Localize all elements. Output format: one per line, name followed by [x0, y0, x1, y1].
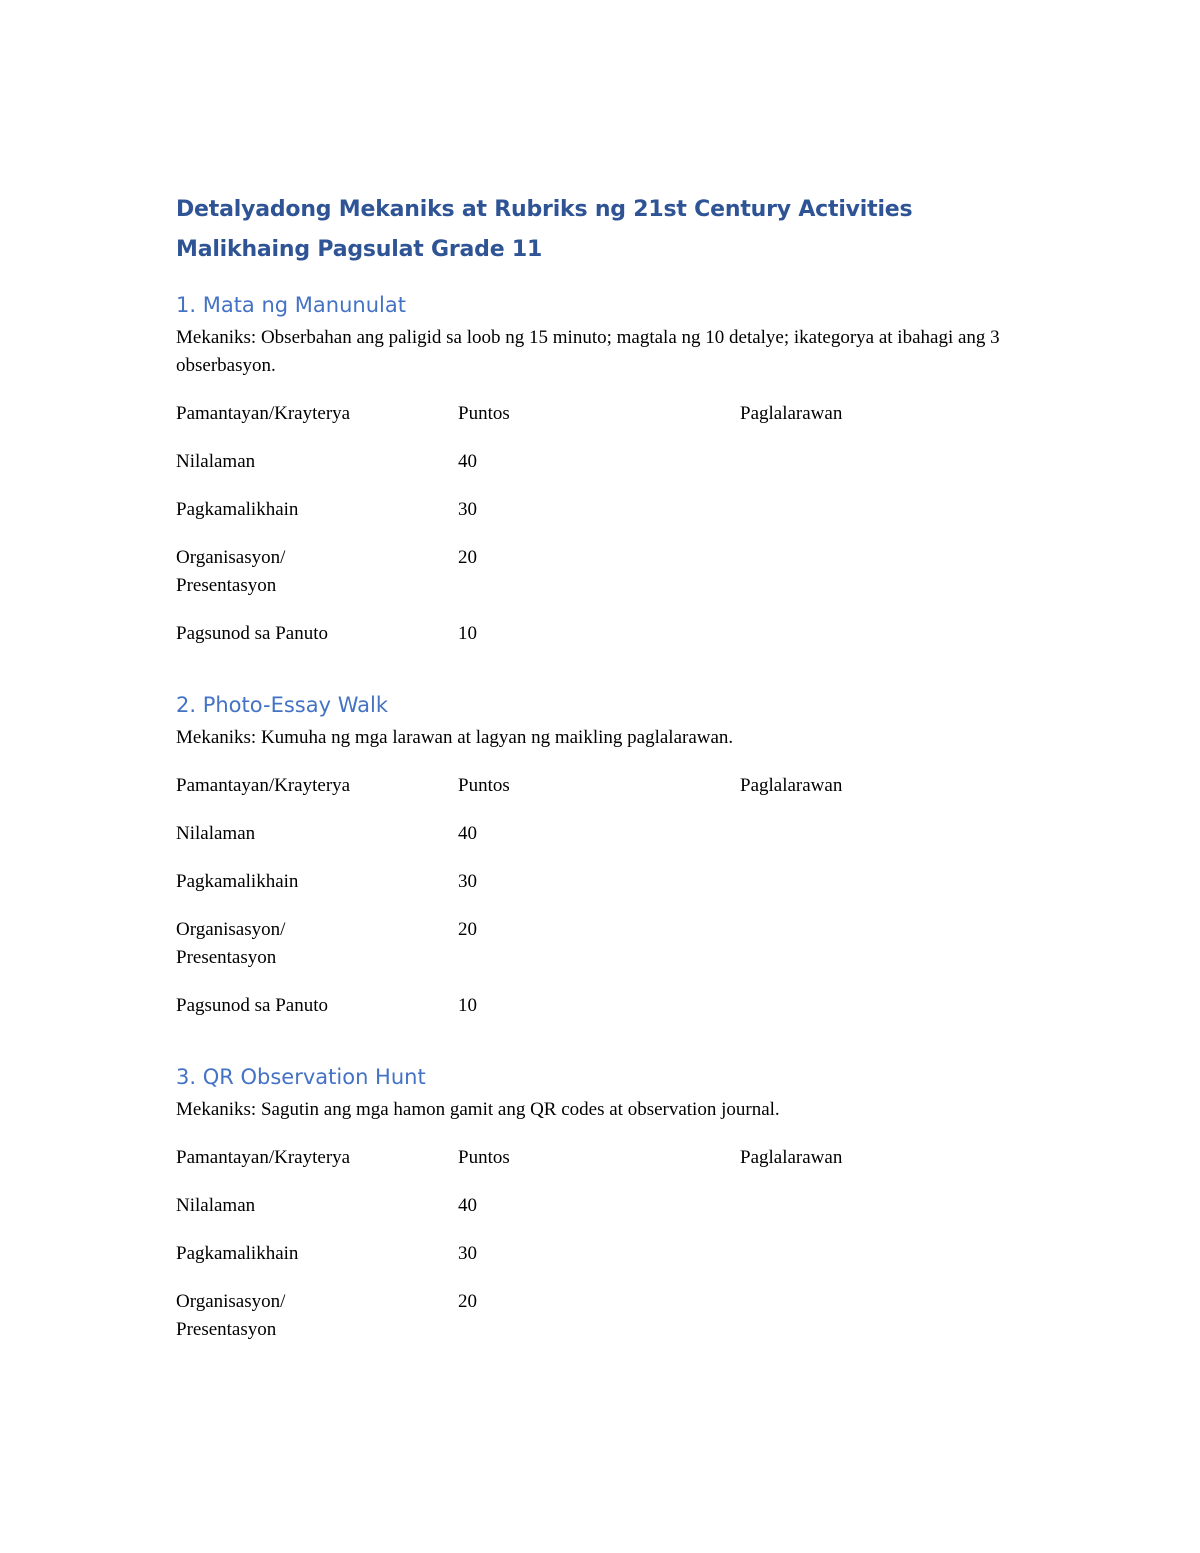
- table-row: [176, 1192, 1020, 1240]
- points-cell: 20: [458, 1291, 477, 1312]
- points-cell: 30: [458, 499, 477, 520]
- header-criteria: Pamantayan/Krayterya: [176, 1147, 351, 1168]
- description-cell: [740, 496, 1020, 544]
- description-cell: [740, 992, 1020, 1040]
- rubric-table: [176, 772, 1020, 1040]
- mekaniks-text: Mekaniks: Sagutin ang mga hamon gamit ang QR codes at observation journal.: [176, 1099, 780, 1120]
- criteria-cell: Nilalaman: [176, 1195, 256, 1216]
- criteria-cell: Pagsunod sa Panuto: [176, 995, 328, 1016]
- criteria-cell: Nilalaman: [176, 451, 256, 472]
- section-heading: 1. Mata ng Manunulat: [176, 293, 406, 317]
- header-criteria: Pamantayan/Krayterya: [176, 403, 351, 424]
- header-points: Puntos: [458, 1147, 510, 1168]
- table-row: [176, 992, 1020, 1040]
- description-cell: [740, 544, 1020, 620]
- document-title-line2: Malikhaing Pagsulat Grade 11: [176, 237, 543, 262]
- rubric-table: [176, 400, 1020, 668]
- table-header-row: [176, 772, 1020, 820]
- criteria-cell: Pagkamalikhain: [176, 499, 299, 520]
- criteria-text: Organisasyon/ Presentasyon: [176, 1291, 286, 1340]
- header-points: Puntos: [458, 403, 510, 424]
- table-row: [176, 1240, 1020, 1288]
- description-cell: [740, 868, 1020, 916]
- points-cell: 20: [458, 547, 477, 568]
- section-mata-ng-manunulat: [176, 288, 1026, 668]
- points-cell: 40: [458, 451, 477, 472]
- mekaniks-text: Mekaniks: Obserbahan ang paligid sa loob ng 15 minuto; magtala ng 10 detalye; ikategorya at ibahagi ang 3 obserbasyon.: [176, 327, 1000, 376]
- header-points: Puntos: [458, 775, 510, 796]
- criteria-cell: Pagkamalikhain: [176, 1243, 299, 1264]
- points-cell: 10: [458, 623, 477, 644]
- table-row: [176, 620, 1020, 668]
- description-cell: [740, 820, 1020, 868]
- criteria-text: Organisasyon/ Presentasyon: [176, 547, 286, 596]
- section-heading: 2. Photo-Essay Walk: [176, 693, 388, 717]
- description-cell: [740, 1240, 1020, 1288]
- criteria-cell: Pagsunod sa Panuto: [176, 623, 328, 644]
- table-row: [176, 868, 1020, 916]
- table-row: [176, 496, 1020, 544]
- points-cell: 40: [458, 823, 477, 844]
- points-cell: 30: [458, 871, 477, 892]
- header-criteria: Pamantayan/Krayterya: [176, 775, 351, 796]
- table-row: [176, 1288, 1020, 1344]
- header-description: Paglalarawan: [740, 403, 843, 424]
- table-row: [176, 916, 1020, 992]
- section-photo-essay-walk: [176, 688, 1026, 1040]
- criteria-cell: [176, 916, 458, 992]
- points-cell: 20: [458, 919, 477, 940]
- section-heading: 3. QR Observation Hunt: [176, 1065, 426, 1089]
- description-cell: [740, 448, 1020, 496]
- description-cell: [740, 1288, 1020, 1344]
- description-cell: [740, 620, 1020, 668]
- criteria-cell: Pagkamalikhain: [176, 871, 299, 892]
- points-cell: 30: [458, 1243, 477, 1264]
- mekaniks-text: Mekaniks: Kumuha ng mga larawan at lagyan ng maikling paglalarawan.: [176, 727, 734, 748]
- description-cell: [740, 916, 1020, 992]
- criteria-cell: Nilalaman: [176, 823, 256, 844]
- header-description: Paglalarawan: [740, 1147, 843, 1168]
- table-row: [176, 544, 1020, 620]
- document-title-line1: Detalyadong Mekaniks at Rubriks ng 21st Century Activities: [176, 197, 913, 222]
- table-header-row: [176, 1144, 1020, 1192]
- header-description: Paglalarawan: [740, 775, 843, 796]
- table-header-row: [176, 400, 1020, 448]
- section-qr-observation-hunt: [176, 1060, 1026, 1344]
- criteria-cell: [176, 544, 458, 620]
- document-body: [176, 190, 1026, 1344]
- rubric-table: [176, 1144, 1020, 1344]
- table-row: [176, 448, 1020, 496]
- points-cell: 40: [458, 1195, 477, 1216]
- criteria-cell: [176, 1288, 458, 1344]
- criteria-text: Organisasyon/ Presentasyon: [176, 919, 286, 968]
- points-cell: 10: [458, 995, 477, 1016]
- table-row: [176, 820, 1020, 868]
- description-cell: [740, 1192, 1020, 1240]
